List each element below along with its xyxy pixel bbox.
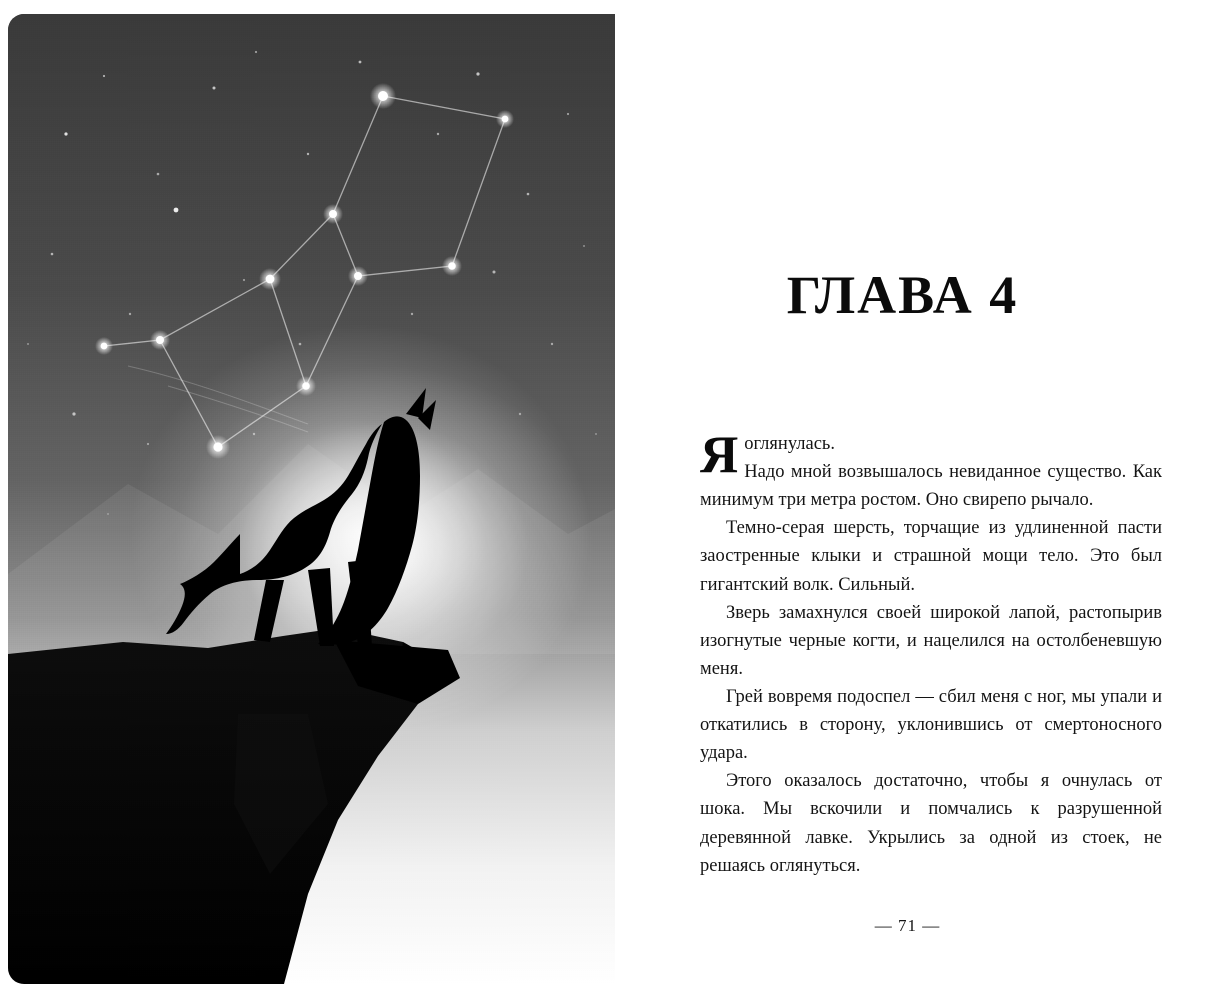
- paragraph-3: Зверь замахнулся своей широкой лапой, растопырив изогнутые черные когти, и нацелился на остолбеневшую меня.: [700, 602, 1162, 679]
- paragraph-1-rest: Надо мной возвышалось невиданное существо. Как минимум три метра ростом. Оно свирепо рычало.: [700, 462, 1162, 511]
- page-number: — 71 —: [874, 916, 941, 935]
- paper-grain-overlay: [8, 14, 615, 984]
- paragraph-4: Грей вовремя подоспел — сбил меня с ног, мы упали и откатились в сторону, уклонившись от смертоносного удара.: [700, 686, 1162, 764]
- drop-cap: Я: [700, 426, 739, 484]
- paragraph-2: Темно-серая шерсть, торчащие из удлиненной пасти заостренные клыки и страшной мощи тело. Это был гигантский волк. Сильный.: [700, 518, 1162, 595]
- paragraph-5: Этого оказалось достаточно, чтобы я очнулась от шока. Мы вскочили и помчались к разрушенной деревянной лавке. Укрылись за одной из стоек, не решаясь оглянуться.: [700, 771, 1162, 876]
- paragraph-1: [700, 426, 1162, 514]
- paragraph-1-first-line: оглянулась.: [744, 434, 835, 454]
- right-page: [615, 0, 1230, 984]
- chapter-illustration: [8, 14, 615, 984]
- chapter-title: ГЛАВА 4: [786, 265, 1019, 326]
- chapter-body: [700, 426, 1162, 880]
